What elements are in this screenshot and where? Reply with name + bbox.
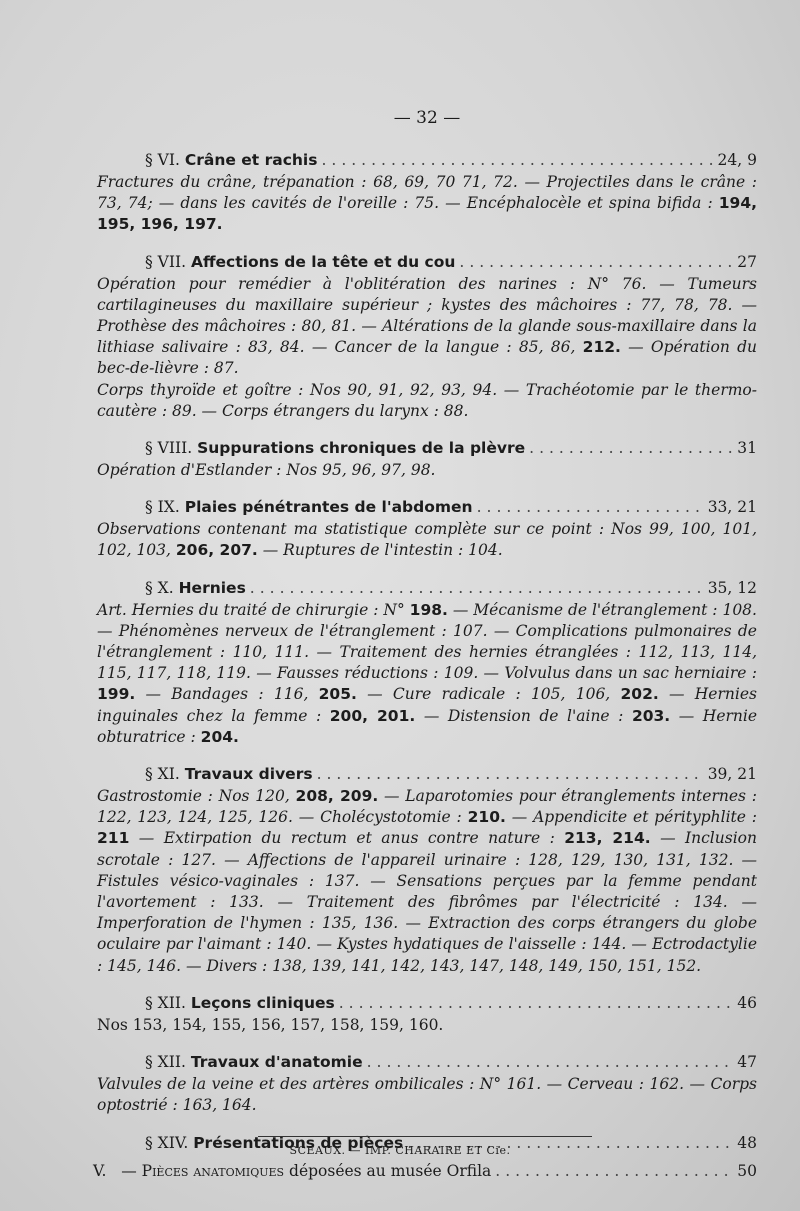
bold-numbers: 199. bbox=[97, 685, 136, 704]
entry-text: Opération d'Estlander : Nos 95, 96, 97, 98. bbox=[97, 461, 436, 480]
section-title: Suppurations chroniques de la plèvre bbox=[197, 439, 526, 458]
leader-dots bbox=[250, 576, 704, 600]
section-pages: 47 bbox=[737, 1053, 757, 1072]
section-pages: 27 bbox=[737, 252, 757, 271]
entry-paragraph bbox=[97, 1015, 757, 1036]
entry-text: — Distension de l'aine : bbox=[423, 706, 624, 725]
printer-imprint: SCEAUX. — IMP. CHARAIRE ET Cie. bbox=[289, 1144, 511, 1157]
small-caps-label: Pièces anatomiques bbox=[141, 1161, 285, 1180]
entry-paragraph bbox=[97, 380, 757, 422]
bold-numbers: 194, 195, 196, 197. bbox=[97, 194, 757, 234]
entry-text: — Extirpation du rectum et anus contre nature : bbox=[138, 829, 555, 848]
entry-paragraph bbox=[97, 786, 757, 977]
entry-text: Nos 153, 154, 155, 156, 157, 158, 159, 160. bbox=[97, 1015, 444, 1034]
bold-numbers: 211 bbox=[97, 829, 130, 848]
entry-text: Gastrostomie : Nos 120, bbox=[97, 787, 290, 806]
section-number: § XII. bbox=[145, 1053, 186, 1072]
leader-dots bbox=[459, 250, 733, 274]
entry-text: — Hernies inguinales chez la femme : bbox=[97, 685, 757, 725]
section-title: déposées au musée Orfila bbox=[289, 1161, 492, 1180]
entry-text: — Opération du bec-de-lièvre : 87. bbox=[97, 338, 757, 378]
footer-rule bbox=[258, 1136, 592, 1137]
section-pages: 39, 21 bbox=[707, 765, 757, 784]
section-number: § IX. bbox=[145, 498, 180, 517]
section-pages: 46 bbox=[737, 993, 757, 1012]
section-title: Plaies pénétrantes de l'abdomen bbox=[184, 498, 473, 517]
dash: — bbox=[121, 1161, 137, 1180]
section-number: § VII. bbox=[145, 252, 187, 271]
section-title: Leçons cliniques bbox=[190, 993, 335, 1012]
entry-text: — Ruptures de l'intestin : 104. bbox=[262, 541, 503, 560]
bold-numbers: 213, 214. bbox=[564, 829, 651, 848]
section-heading-viii bbox=[97, 436, 757, 460]
leader-dots bbox=[339, 991, 734, 1015]
entry-text: Opération pour remédier à l'oblitération des narines : N° 76. — Tumeurs cartilagineuses du maxillaire supérieur ; kystes des mâchoires : 77, 78, 78. — Prothèse des mâchoires : 80, 81. — Altérations de la glande sous-maxillaire dans la lithiase salivaire : 83, 84. — Cancer de la langue : 85, 86, bbox=[97, 274, 757, 357]
entry-text: Observations contenant ma statistique complète sur ce point : Nos 99, 100, 101, 102, 103, bbox=[97, 520, 757, 560]
section-title: Affections de la tête et du cou bbox=[190, 252, 456, 271]
entry-text: — Appendicite et pérityphlite : bbox=[511, 808, 757, 827]
section-number: V. bbox=[93, 1161, 107, 1180]
bold-numbers: 205. bbox=[318, 685, 357, 704]
section-number: § VI. bbox=[145, 151, 180, 169]
bold-numbers: 203. bbox=[631, 706, 671, 725]
entry-paragraph bbox=[97, 460, 757, 481]
section-number: § XII. bbox=[145, 993, 186, 1012]
section-heading-vi bbox=[97, 148, 757, 172]
section-pages: 48 bbox=[737, 1133, 757, 1152]
entry-text: — Mécanisme de l'étranglement : 108. — Phénomènes nerveux de l'étranglement : 107. — Complications pulmonaires de l'étranglement : 110, 111. — Traitement des hernies étranglées : 112, 113, 114, 115, 117, 118, 119. — Fausses réductions : 109. — Volvulus dans un sac herniaire : bbox=[97, 600, 757, 683]
entry-text: — Inclusion scrotale : 127. — Affections de l'appareil urinaire : 128, 129, 130, 131, 132. — Fistules vésico-vaginales : 137. — Sensations perçues par la femme pendant l'avortement : 133. — Traitement des fibrômes par l'électricité : 134. — Imperforation de l'hymen : 135, 136. — Extraction des corps étrangers du globe oculaire par l'aimant : 140. — Kystes hydatiques de l'aisselle : 144. — Ectrodactylie : 145, 146. — Divers : 138, 139, 141, 142, 143, 147, 148, 149, 150, 151, 152. bbox=[97, 829, 757, 975]
page-content bbox=[93, 108, 758, 1183]
entry-text: — Laparotomies pour étranglements internes : 122, 123, 124, 125, 126. — Cholécystotomie : bbox=[97, 787, 757, 827]
leader-dots bbox=[317, 762, 704, 786]
page-number: — 32 — bbox=[393, 108, 461, 128]
bold-numbers: 210. bbox=[467, 808, 506, 827]
leader-dots bbox=[321, 148, 713, 172]
section-pages: 31 bbox=[737, 439, 757, 458]
entry-text: — Cure radicale : 105, 106, bbox=[367, 685, 611, 704]
section-pages: 35, 12 bbox=[707, 578, 757, 597]
entry-paragraph bbox=[97, 519, 757, 561]
entry-text: Valvules de la veine et des artères ombilicales : N° 161. — Cerveau : 162. — Corps optostrié : 163, 164. bbox=[97, 1075, 757, 1115]
section-heading-vii bbox=[97, 250, 757, 274]
entry-paragraph bbox=[97, 172, 757, 236]
section-pages: 33, 21 bbox=[707, 498, 757, 517]
section-heading-xi bbox=[97, 762, 757, 786]
section-title: Crâne et rachis bbox=[184, 151, 318, 169]
bold-numbers: 208, 209. bbox=[295, 787, 379, 806]
entry-paragraph bbox=[97, 600, 757, 748]
leader-dots bbox=[367, 1050, 734, 1074]
leader-dots bbox=[495, 1159, 733, 1183]
section-number: § XIV. bbox=[145, 1133, 189, 1152]
section-heading-xii bbox=[97, 991, 757, 1015]
leader-dots bbox=[477, 495, 704, 519]
section-pages: 50 bbox=[737, 1161, 757, 1180]
entry-paragraph bbox=[97, 1074, 757, 1116]
bold-numbers: 198. bbox=[409, 600, 448, 619]
section-heading-xiii bbox=[97, 1050, 757, 1074]
bold-numbers: 202. bbox=[620, 685, 659, 704]
entry-text: Art. Hernies du traité de chirurgie : N° bbox=[97, 600, 405, 619]
bold-numbers: 204. bbox=[200, 727, 239, 746]
section-heading-x bbox=[97, 576, 757, 600]
section-pages: 24, 9 bbox=[717, 151, 757, 169]
entry-text: Fractures du crâne, trépanation : 68, 69, 70 71, 72. — Projectiles dans le crâne : 73, 74; — dans les cavités de l'oreille : 75. — Encéphalocèle et spina bifida : bbox=[97, 173, 757, 213]
section-number: § X. bbox=[145, 578, 174, 597]
section-heading-v bbox=[93, 1159, 757, 1183]
bold-numbers: 206, 207. bbox=[175, 541, 258, 560]
section-number: § VIII. bbox=[145, 439, 193, 458]
section-heading-ix bbox=[97, 495, 757, 519]
section-title: Travaux divers bbox=[184, 765, 313, 784]
section-title: Travaux d'anatomie bbox=[190, 1053, 363, 1072]
entry-text: — Hernie obturatrice : bbox=[97, 706, 758, 746]
leader-dots bbox=[529, 436, 733, 460]
section-title: Présentations de pièces bbox=[193, 1133, 404, 1152]
section-number: § XI. bbox=[145, 765, 180, 784]
entry-text: — Bandages : 116, bbox=[145, 685, 309, 704]
bold-numbers: 212. bbox=[582, 338, 621, 357]
entry-text: Corps thyroïde et goître : Nos 90, 91, 92, 93, 94. — Trachéotomie par le thermo-cautère : 89. — Corps étrangers du larynx : 88. bbox=[97, 380, 757, 420]
section-title: Hernies bbox=[178, 578, 246, 597]
bold-numbers: 200, 201. bbox=[329, 706, 416, 725]
entry-paragraph bbox=[97, 274, 757, 380]
